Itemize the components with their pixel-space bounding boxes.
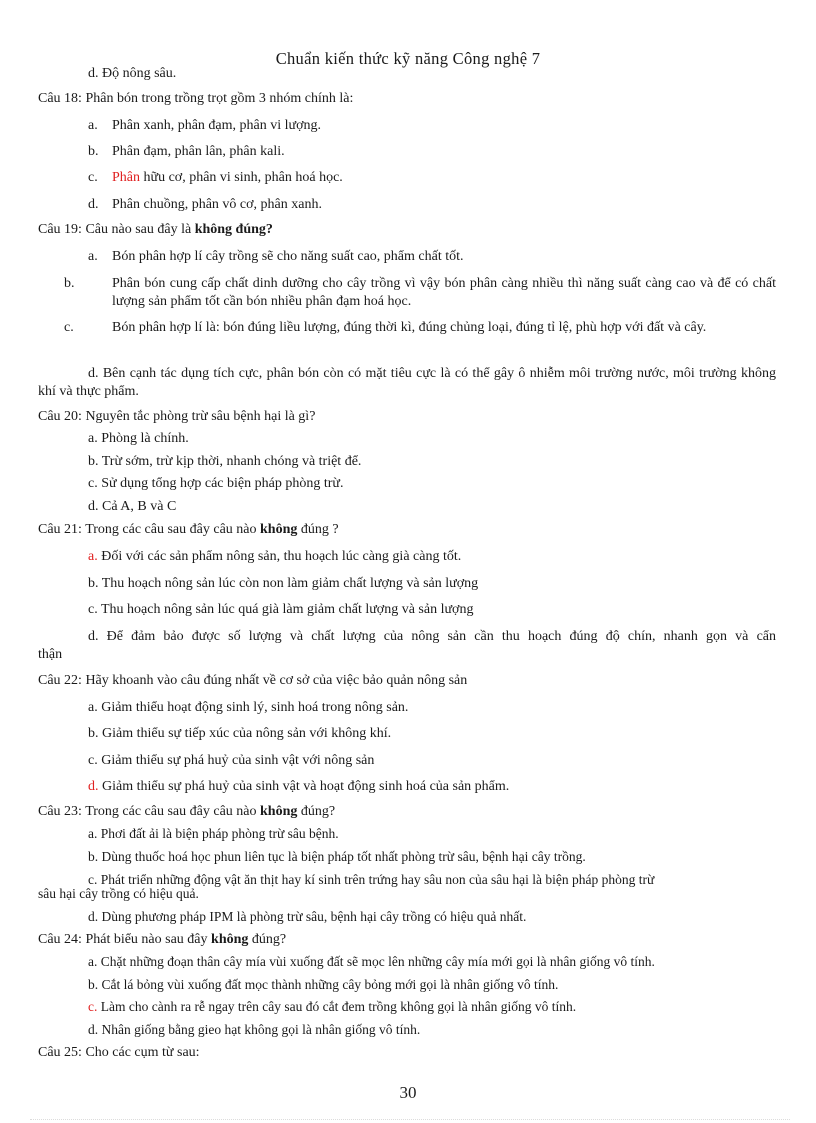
q20-question: Câu 20: Nguyên tắc phòng trừ sâu bệnh hại là gì? xyxy=(38,409,316,424)
q21-question: Câu 21: Trong các câu sau đây câu nào không đúng ? xyxy=(38,522,339,537)
q23-option-c-tail: sâu hại cây trồng có hiệu quả. xyxy=(38,886,199,901)
q19-option-b: b. Phân bón cung cấp chất dinh dưỡng cho cây trồng vì vậy bón phân càng nhiều thì năng suất càng cao và để có chất lượng sản phẩm tốt cần bón nhiều phân đạm hoá học. xyxy=(64,276,776,309)
q23-option-c: c. Phát triển những động vật ăn thịt hay kí sinh trên trứng hay sâu non của sâu hại là biện pháp phòng trừ xyxy=(88,872,655,887)
q23-option-b: b. Dùng thuốc hoá học phun liên tục là biện pháp tốt nhất phòng trừ sâu, bệnh hại cây trồng. xyxy=(88,849,586,864)
q24-option-c: c. Làm cho cành ra rễ ngay trên cây sau đó cắt đem trồng không gọi là nhân giống vô tính. xyxy=(88,999,577,1014)
q22-option-a: a. Giảm thiểu hoạt động sinh lý, sinh hoá trong nông sản. xyxy=(88,700,409,715)
answer-highlight: d. xyxy=(88,779,99,794)
q21-option-b: b. Thu hoạch nông sản lúc còn non làm giảm chất lượng và sản lượng xyxy=(88,576,479,591)
page-bottom-divider xyxy=(30,1119,790,1120)
q19-option-d: d. Bên cạnh tác dụng tích cực, phân bón còn có mặt tiêu cực là có thể gây ô nhiễm môi trường nước, môi trường không khí và thực phẩm. xyxy=(38,366,776,399)
q18-option-c: c. Phân hữu cơ, phân vi sinh, phân hoá học. xyxy=(88,170,343,185)
answer-highlight: a. xyxy=(88,549,98,564)
q18-option-b: b. Phân đạm, phân lân, phân kali. xyxy=(88,144,285,159)
q17-option-d: d. Độ nông sâu. xyxy=(88,66,177,81)
q18-option-a: a. Phân xanh, phân đạm, phân vi lượng. xyxy=(88,118,322,133)
q23-option-a: a. Phơi đất ải là biện pháp phòng trừ sâu bệnh. xyxy=(88,826,339,841)
q23-option-d: d. Dùng phương pháp IPM là phòng trừ sâu, bệnh hại cây trồng có hiệu quả nhất. xyxy=(88,909,527,924)
page-number: 30 xyxy=(399,1083,417,1102)
q21-option-a: a. Đối với các sản phẩm nông sản, thu hoạch lúc càng già càng tốt. xyxy=(88,549,462,564)
q22-question: Câu 22: Hãy khoanh vào câu đúng nhất về cơ sở của việc bảo quản nông sản xyxy=(38,673,468,688)
q23-question: Câu 23: Trong các câu sau đây câu nào không đúng? xyxy=(38,804,336,819)
q24-option-a: a. Chặt những đoạn thân cây mía vùi xuống đất sẽ mọc lên những cây mía mới gọi là nhân giống vô tính. xyxy=(88,954,655,969)
answer-highlight: c. xyxy=(88,999,98,1014)
answer-highlight: Phân xyxy=(112,170,140,185)
q22-option-d: d. Giảm thiểu sự phá huỷ của sinh vật và hoạt động sinh hoá của sản phẩm. xyxy=(88,779,510,794)
q18-question: Câu 18: Phân bón trong trồng trọt gồm 3 nhóm chính là: xyxy=(38,91,354,106)
q19-option-c: c. Bón phân hợp lí là: bón đúng liều lượng, đúng thời kì, đúng chủng loại, đúng tỉ lệ, phù hợp với đất và cây. xyxy=(64,320,707,335)
q20-option-d: d. Cả A, B và C xyxy=(88,499,177,514)
q20-option-b: b. Trừ sớm, trừ kịp thời, nhanh chóng và triệt để. xyxy=(88,454,362,469)
q20-option-c: c. Sử dụng tổng hợp các biện pháp phòng trừ. xyxy=(88,476,344,491)
q22-option-b: b. Giảm thiểu sự tiếp xúc của nông sản với không khí. xyxy=(88,726,392,741)
q19-option-a: a. Bón phân hợp lí cây trồng sẽ cho năng suất cao, phẩm chất tốt. xyxy=(88,249,464,264)
q24-option-d: d. Nhân giống bằng gieo hạt không gọi là nhân giống vô tính. xyxy=(88,1022,421,1037)
q21-option-d-tail: thận xyxy=(38,647,63,662)
q22-option-c: c. Giảm thiểu sự phá huỷ của sinh vật với nông sản xyxy=(88,753,375,768)
header-title: Chuẩn kiến thức kỹ năng Công nghệ 7 xyxy=(275,49,541,68)
q18-option-d: d. Phân chuồng, phân vô cơ, phân xanh. xyxy=(88,197,322,212)
q24-question: Câu 24: Phát biểu nào sau đây không đúng? xyxy=(38,932,287,947)
q19-question: Câu 19: Câu nào sau đây là không đúng? xyxy=(38,222,273,237)
q21-option-d: d. Để đảm bảo được số lượng và chất lượng của nông sản cần thu hoạch đúng độ chín, nhanh gọn và cẩn xyxy=(88,629,776,644)
q20-option-a: a. Phòng là chính. xyxy=(88,431,189,446)
q21-option-c: c. Thu hoạch nông sản lúc quá già làm giảm chất lượng và sản lượng xyxy=(88,602,474,617)
q25-question: Câu 25: Cho các cụm từ sau: xyxy=(38,1045,200,1060)
q24-option-b: b. Cắt lá bỏng vùi xuống đất mọc thành những cây bỏng mới gọi là nhân giống vô tính. xyxy=(88,977,559,992)
